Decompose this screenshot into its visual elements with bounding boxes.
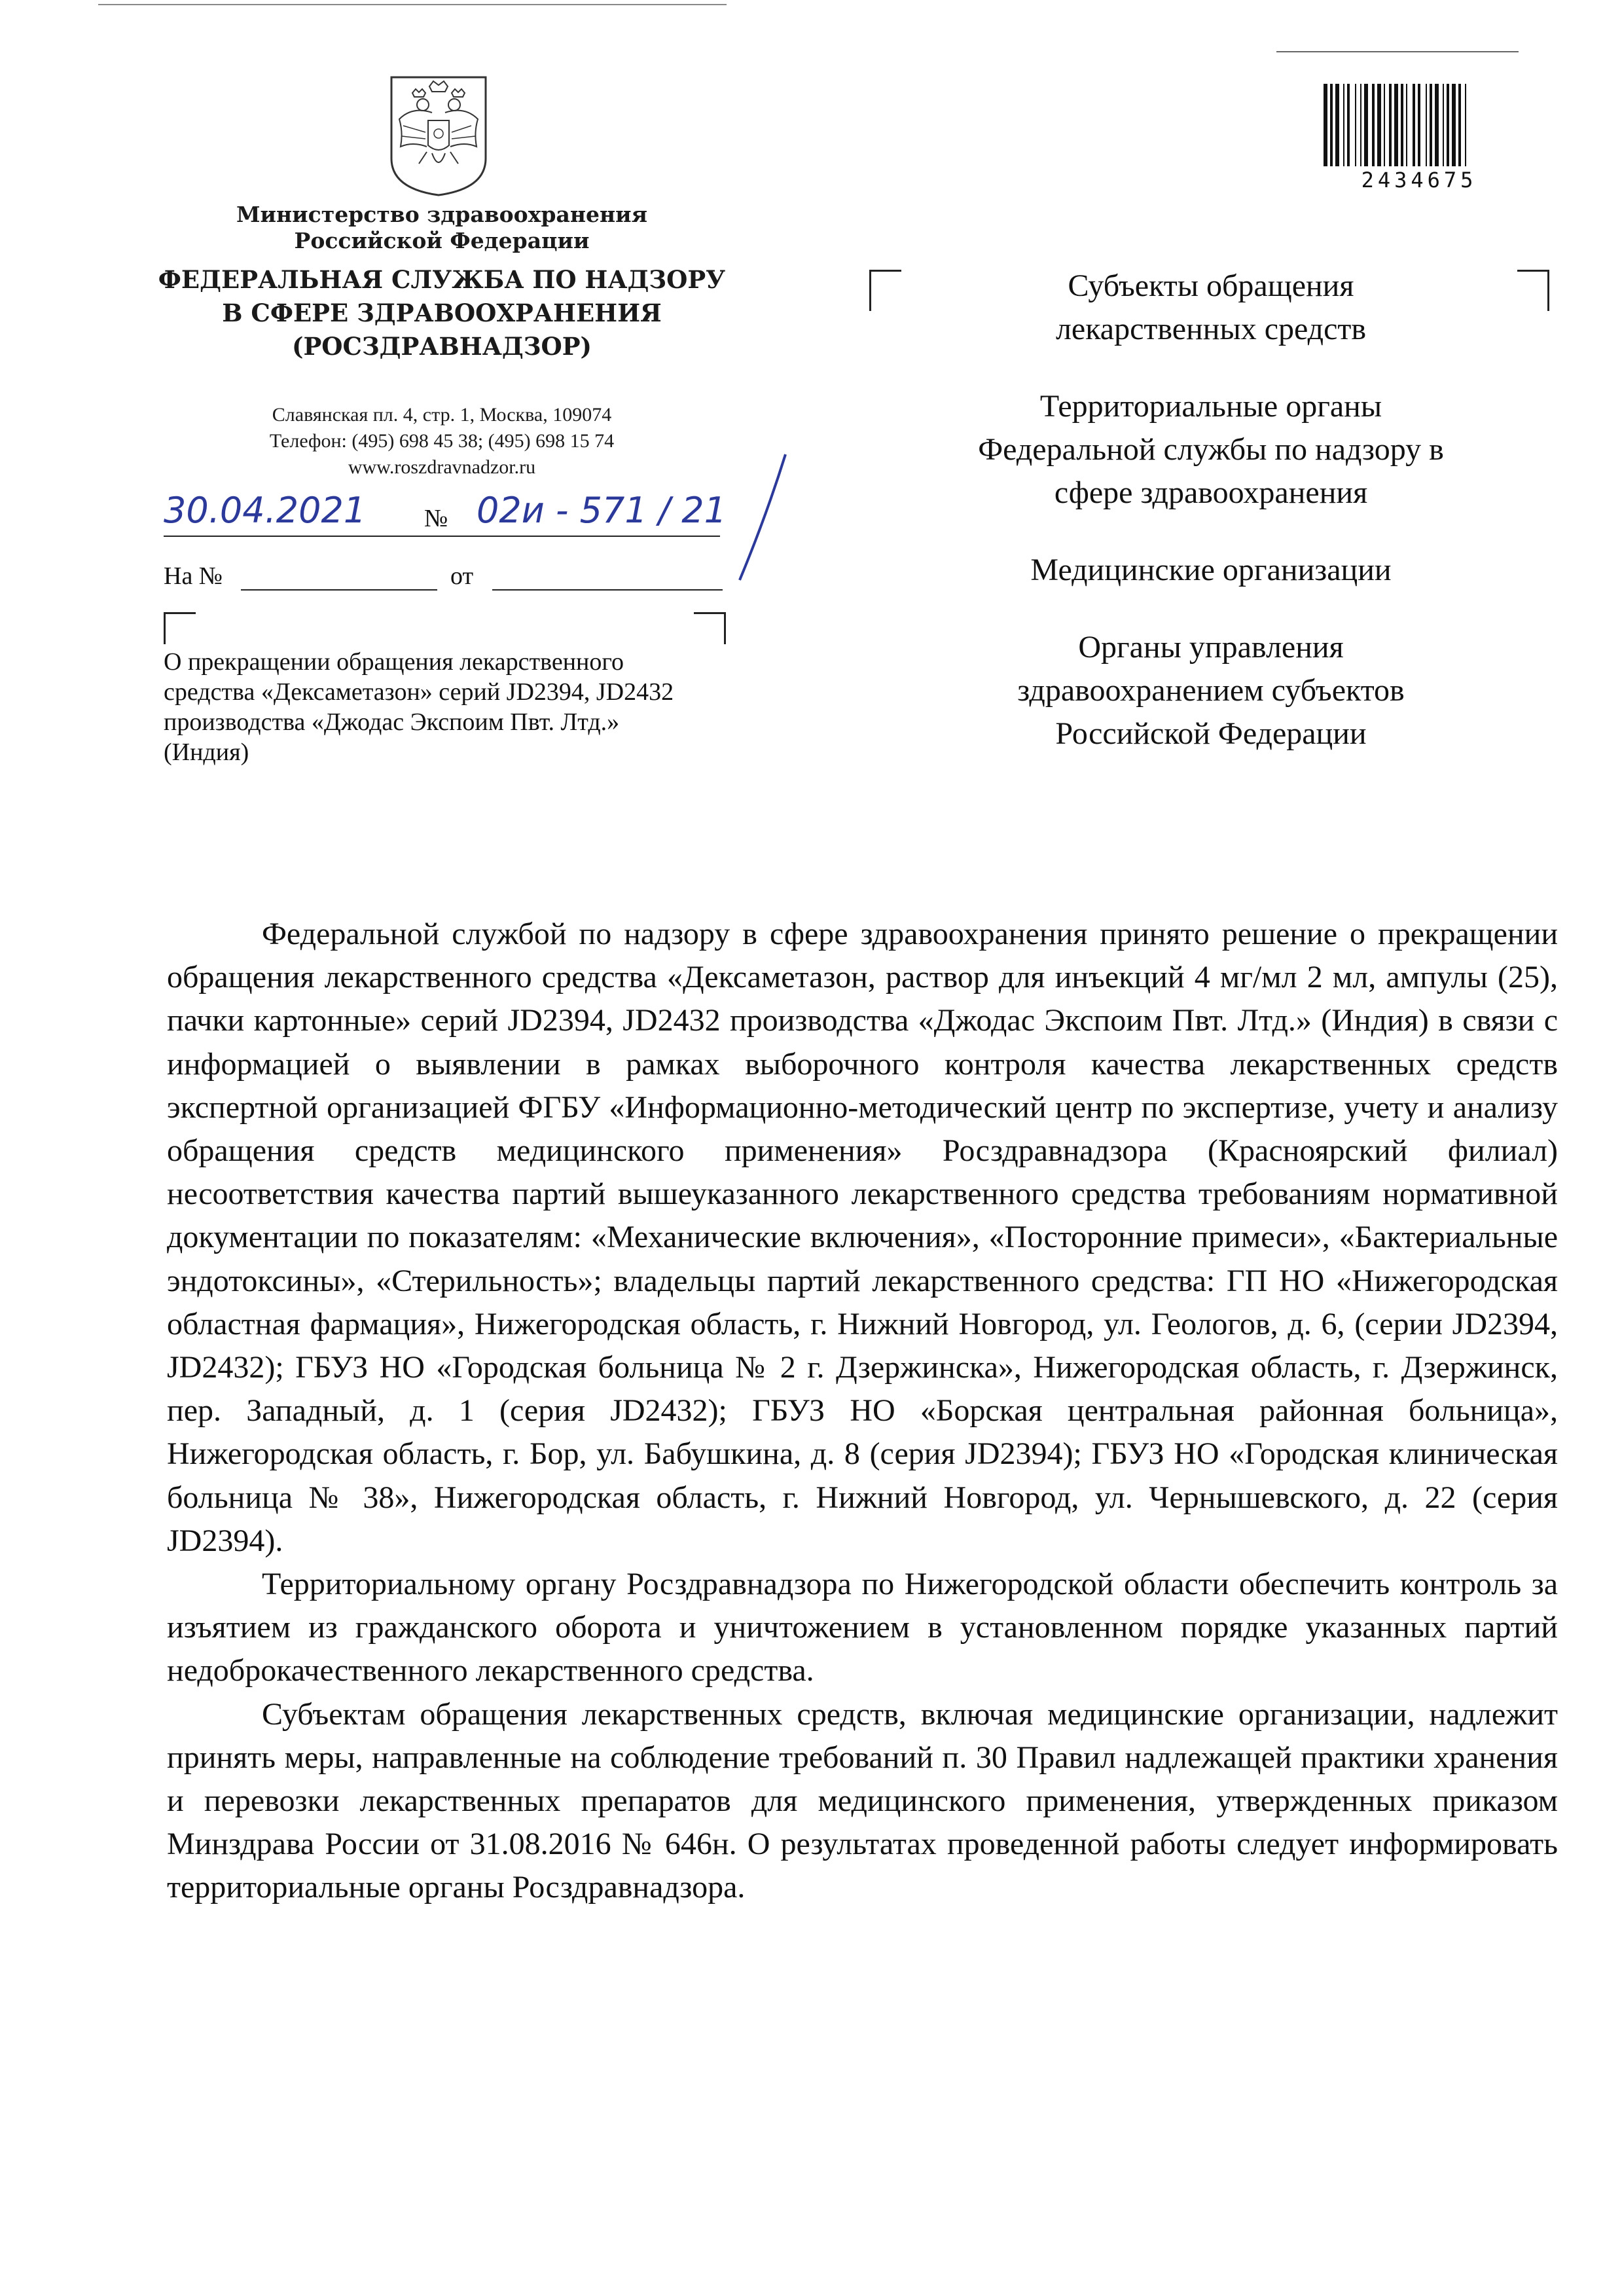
recipient-group-4	[851, 626, 1571, 756]
recipient-group-2	[851, 385, 1571, 515]
barcode-bar	[1447, 84, 1449, 166]
barcode-bar	[1389, 84, 1392, 166]
ref-number-label: На №	[164, 562, 223, 590]
ministry-line-2: Российской Федерации	[294, 228, 590, 253]
barcode-bar	[1347, 84, 1350, 166]
barcode	[1321, 84, 1517, 168]
ref-from-label: от	[450, 562, 474, 590]
subject-bracket-left	[164, 612, 196, 644]
subject-line-4: (Индия)	[164, 738, 249, 766]
barcode-bar	[1401, 84, 1403, 166]
barcode-bar	[1430, 84, 1432, 166]
recipient-group-3	[851, 549, 1571, 592]
recipient-1-line-2: лекарственных средств	[1055, 312, 1367, 346]
barcode-bar	[1330, 84, 1333, 166]
service-line-1: ФЕДЕРАЛЬНАЯ СЛУЖБА ПО НАДЗОРУ	[158, 265, 726, 294]
barcode-bar	[1418, 84, 1420, 166]
barcode-bar	[1343, 84, 1344, 166]
subject-bracket-right	[694, 612, 726, 644]
handwritten-date: 30.04.2021	[164, 490, 367, 531]
barcode-bar	[1335, 84, 1339, 166]
body-paragraph-2: Территориальному органу Росздравнадзора по Нижегородской области обеспечить контроль за изъятием из гражданского оборота и уничтожением в установленном порядке указанных партий недоброкачественного лекарственного средства.	[167, 1567, 1558, 1688]
ministry-line-1: Министерство здравоохранения	[236, 202, 647, 227]
barcode-bar	[1360, 84, 1361, 166]
barcode-bar	[1458, 84, 1461, 166]
handwritten-slash-mark	[733, 452, 792, 583]
recipient-2-line-2: Федеральной службы по надзору в	[978, 432, 1444, 467]
website-text: www.roszdravnadzor.ru	[348, 456, 536, 478]
subject-line-2: средства «Дексаметазон» серий JD2394, JD2432	[164, 678, 674, 706]
ref-from-underline	[492, 589, 723, 591]
barcode-bar	[1324, 84, 1327, 166]
recipient-group-1	[851, 264, 1571, 351]
recipient-1-line-1: Субъекты обращения	[1068, 268, 1354, 303]
coat-of-arms-emblem	[386, 73, 491, 198]
subject-block	[164, 647, 792, 767]
barcode-bar	[1377, 84, 1381, 166]
barcode-number: 2434675	[1361, 168, 1477, 192]
barcode-bar	[1355, 84, 1356, 166]
recipient-3-line-1: Медицинские организации	[1030, 553, 1392, 587]
contacts-block	[164, 402, 720, 481]
subject-line-3: производства «Джодас Экспоим Пвт. Лтд.»	[164, 708, 620, 736]
recipient-2-line-3: сфере здравоохранения	[1054, 475, 1368, 510]
barcode-bar	[1435, 84, 1439, 166]
letter-body	[167, 913, 1558, 1910]
ministry-name	[164, 202, 720, 254]
barcode-bar	[1372, 84, 1375, 166]
barcode-bar	[1413, 84, 1415, 166]
scan-edge-line-left	[98, 4, 727, 5]
service-line-3: (РОСЗДРАВНАДЗОР)	[291, 332, 592, 361]
recipient-4-line-3: Российской Федерации	[1055, 716, 1367, 751]
recipient-2-line-1: Территориальные органы	[1039, 389, 1382, 424]
body-paragraph-3: Субъектам обращения лекарственных средств, включая медицинские организации, надлежит принять меры, направленные на соблюдение требований п. 30 Правил надлежащей практики хранения и перевозки лекарственных препаратов для медицинского применения, утвержденных приказом Минздрава России от 31.08.2016 № 646н. О результатах проведенной работы следует информировать территориальные органы Росздравнадзора.	[167, 1696, 1558, 1905]
number-sign: №	[424, 505, 448, 532]
body-paragraph-1: Федеральной службой по надзору в сфере здравоохранения принято решение о прекращении обращения лекарственного средства «Дексаметазон, раствор для инъекций 4 мг/мл 2 мл, ампулы (25), пачки картонные» серий JD2394, JD2432 производства «Джодас Экспоим Пвт. Лтд.» (Индия) в связи с информацией о выявлении в рамках выборочного контроля качества лекарственных средств экспертной организацией ФГБУ «Информационно-методический центр по экспертизе, учету и анализу обращения средств медицинского применения» Росздравнадзора (Красноярский филиал) несоответствия качества партий вышеуказанного лекарственного средства требованиям нормативной документации по показателям: «Механические включения», «Посторонние примеси», «Бактериальные эндотоксины», «Стерильность»; владельцы партий лекарственного средства: ГП НО «Нижегородская областная фармация», Нижегородская область, г. Нижний Новгород, ул. Геологов, д. 6, (серии JD2394, JD2432); ГБУЗ НО «Городская больница № 2 г. Дзержинска», Нижегородская область, г. Дзержинск, пер. Западный, д. 1 (серия JD2432); ГБУЗ НО «Борская центральная районная больница», Нижегородская область, г. Бор, ул. Бабушкина, д. 8 (серия JD2394); ГБУЗ НО «Городская клиническая больница № 38», Нижегородская область, г. Нижний Новгород, ул. Чернышевского, д. 22 (серия JD2394).	[167, 917, 1558, 1558]
barcode-bar	[1384, 84, 1385, 166]
scan-edge-line-right	[1276, 51, 1519, 52]
barcode-bar	[1465, 84, 1466, 166]
phones-text: Телефон: (495) 698 45 38; (495) 698 15 74	[269, 430, 615, 452]
barcode-bar	[1426, 84, 1427, 166]
service-line-2: В СФЕРЕ ЗДРАВООХРАНЕНИЯ	[222, 299, 662, 327]
barcode-bar	[1443, 84, 1444, 166]
recipient-4-line-2: здравоохранением субъектов	[1017, 673, 1405, 708]
date-underline	[164, 536, 720, 537]
barcode-bar	[1452, 84, 1456, 166]
subject-line-1: О прекращении обращения лекарственного	[164, 648, 624, 676]
service-name	[131, 263, 753, 363]
handwritten-number: 02и - 571 / 21	[477, 490, 727, 531]
ref-number-underline	[241, 589, 437, 591]
barcode-bar	[1364, 84, 1368, 166]
barcode-bar	[1394, 84, 1398, 166]
address-text: Славянская пл. 4, стр. 1, Москва, 109074	[272, 404, 612, 426]
recipients-block	[851, 264, 1571, 790]
recipient-4-line-1: Органы управления	[1078, 630, 1344, 665]
barcode-bar	[1406, 84, 1407, 166]
